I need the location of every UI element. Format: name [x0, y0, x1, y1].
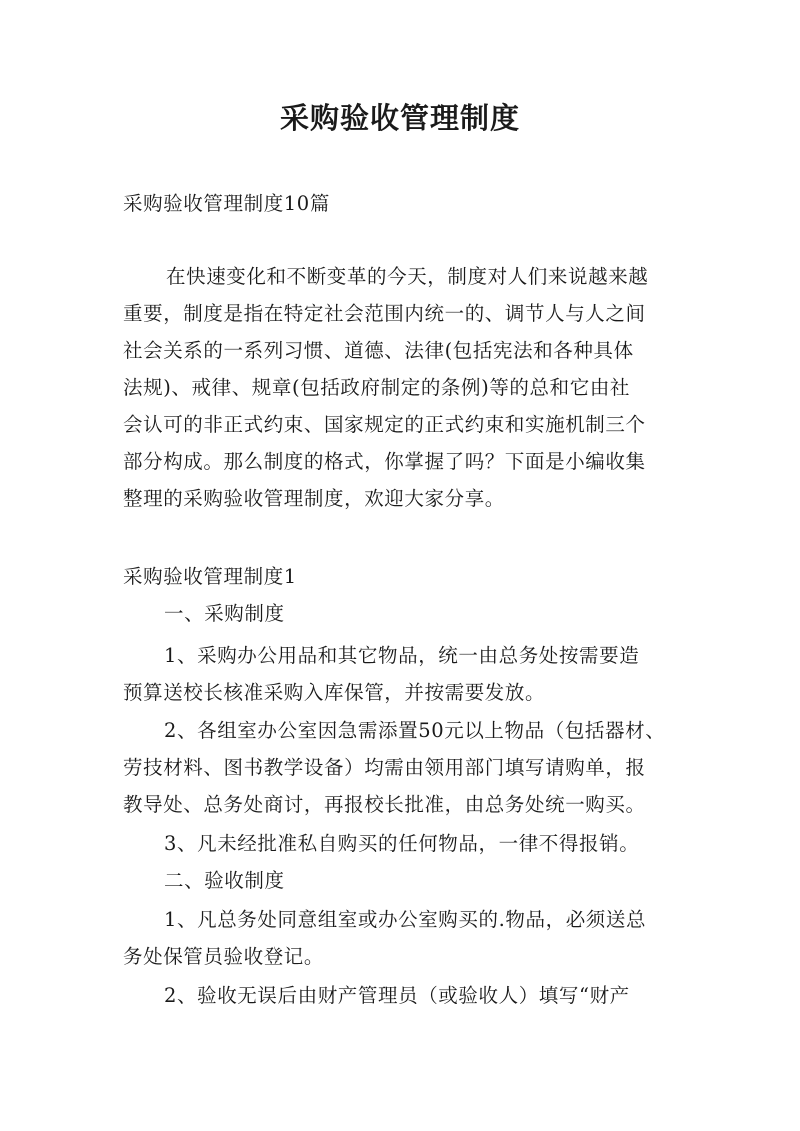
section-line: 教导处、总务处商讨，再报校长批准，由总务处统一购买。: [123, 793, 646, 816]
intro-line: 法规)、戒律、规章(包括政府制定的条例)等的总和它由社: [123, 376, 631, 399]
intro-line: 社会关系的一系列习惯、道德、法律(包括宪法和各种具体: [123, 339, 634, 362]
section-line: 务处保管员验收登记。: [123, 945, 325, 968]
section-line: 一、采购制度: [164, 602, 285, 625]
section-line: 二、验收制度: [164, 869, 285, 892]
section-line: 2、验收无误后由财产管理员（或验收人）填写“财产: [164, 984, 630, 1007]
section-heading: 采购验收管理制度1: [123, 565, 297, 588]
section-line: 劳技材料、图书教学设备）均需由领用部门填写请购单，报: [123, 756, 646, 779]
intro-line: 在快速变化和不断变革的今天，制度对人们来说越来越: [166, 265, 649, 288]
section-line: 3、凡未经批准私自购买的任何物品，一律不得报销。: [164, 832, 640, 855]
section-line: 2、各组室办公室因急需添置50元以上物品（包括器材、: [164, 719, 666, 742]
intro-line: 部分构成。那么制度的格式，你掌握了吗？下面是小编收集: [123, 450, 646, 473]
intro-line: 重要，制度是指在特定社会范围内统一的、调节人与人之间: [123, 302, 646, 325]
intro-line: 整理的采购验收管理制度，欢迎大家分享。: [123, 487, 505, 510]
section-line: 1、凡总务处同意组室或办公室购买的.物品，必须送总: [164, 908, 647, 931]
document-title: 采购验收管理制度: [279, 101, 520, 135]
document-subtitle: 采购验收管理制度10篇: [123, 192, 330, 215]
section-line: 预算送校长核准采购入库保管，并按需要发放。: [123, 681, 546, 704]
intro-line: 会认可的非正式约束、国家规定的正式约束和实施机制三个: [123, 413, 646, 436]
section-line: 1、采购办公用品和其它物品，统一由总务处按需要造: [164, 644, 640, 667]
